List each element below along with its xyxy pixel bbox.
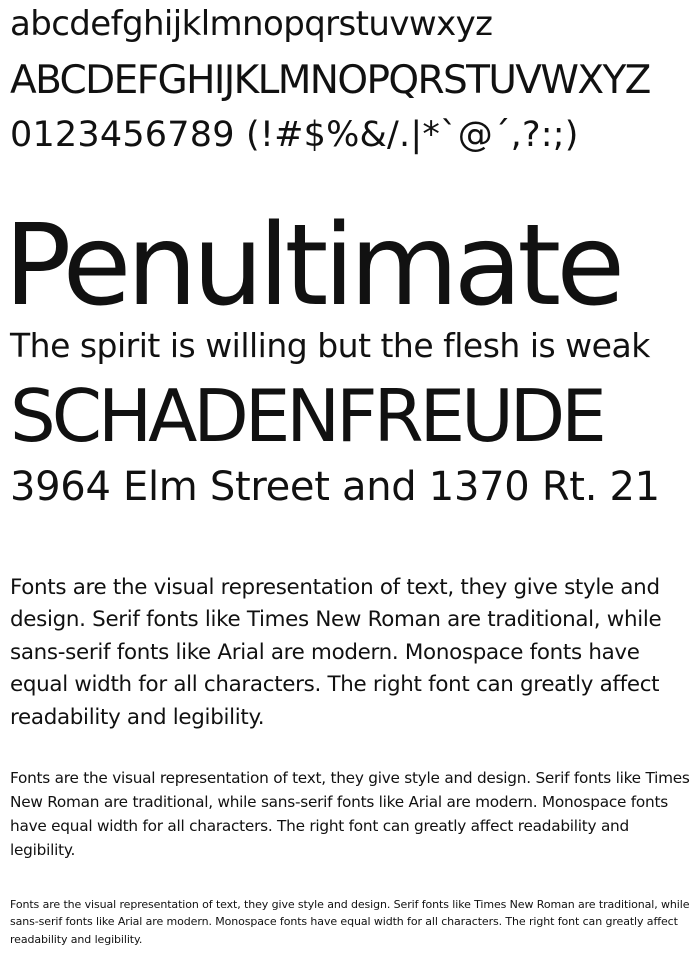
digits-and-symbols: 0123456789 (!#$%&/.|*`@´,?:;) xyxy=(10,115,579,155)
pangram-sentence: The spirit is willing but the flesh is weak xyxy=(10,326,650,365)
lowercase-alphabet: abcdefghijklmnopqrstuvwxyz xyxy=(10,4,493,44)
paragraph-medium: Fonts are the visual representation of text, they give style and design. Serif fonts like Times New Roman are traditional, while sans-serif fonts like Arial are modern. Monospace fonts have equal width for all characters. The right font can greatly affect readability and legibility. xyxy=(10,769,690,859)
paragraph-small: Fonts are the visual representation of text, they give style and design. Serif fonts like Times New Roman are traditional, while sans-serif fonts like Arial are modern. Monospace fonts have equal width for all characters. The right font can greatly affect readability and legibility. xyxy=(10,898,690,946)
caps-word: SCHADENFREUDE xyxy=(10,374,603,458)
address-line: 3964 Elm Street and 1370 Rt. 21 xyxy=(10,464,660,510)
uppercase-alphabet: ABCDEFGHIJKLMNOPQRSTUVWXYZ xyxy=(10,58,650,103)
display-word: Penultimate xyxy=(4,201,621,331)
paragraph-large: Fonts are the visual representation of text, they give style and design. Serif fonts like Times New Roman are traditional, while sans-serif fonts like Arial are modern. Monospace fonts have equal width for all characters. The right font can greatly affect readability and legibility. xyxy=(10,575,662,730)
